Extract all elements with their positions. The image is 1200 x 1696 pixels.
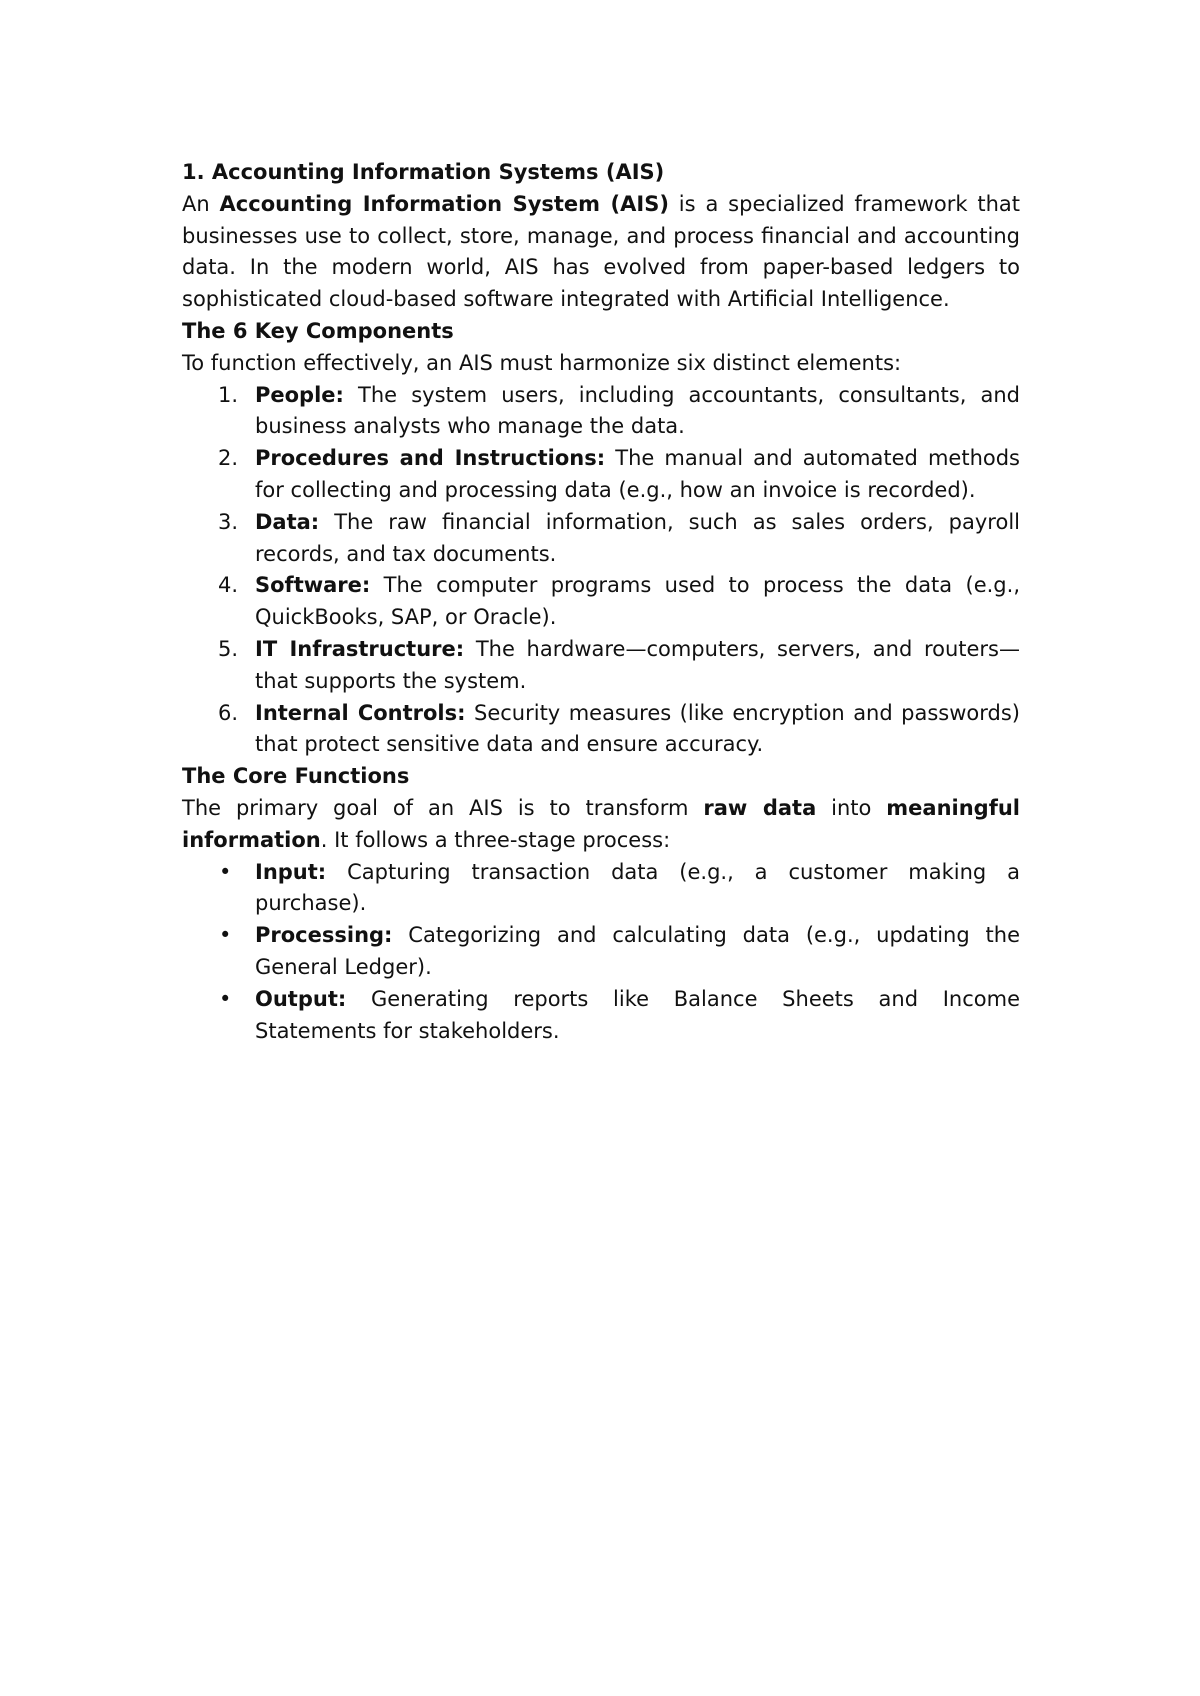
component-item-it-infrastructure — [182, 634, 1020, 698]
component-text: The raw financial information, such as sales orders, payroll records, and tax documents. — [255, 509, 1020, 566]
component-text: The manual and automated methods for collecting and processing data (e.g., how an invoice is recorded). — [255, 446, 1020, 502]
component-text: The system users, including accountants, consultants, and business analysts who manage the data. — [255, 382, 1020, 439]
functions-list — [182, 857, 1020, 1048]
component-text: Security measures (like encryption and passwords) that protect sensitive data and ensure accuracy. — [255, 700, 1020, 757]
list-number: 6. — [218, 700, 239, 725]
component-label: Internal Controls: — [255, 700, 466, 725]
bullet-icon: • — [219, 986, 232, 1011]
functions-bold-term: raw data — [703, 795, 817, 820]
component-item-internal-controls — [182, 698, 1020, 762]
component-text: The hardware—computers, servers, and routers—that supports the system. — [255, 636, 1021, 693]
component-label: Procedures and Instructions: — [255, 446, 606, 471]
function-text: Capturing transaction data (e.g., a customer making a purchase). — [255, 859, 1020, 916]
intro-lead: An — [182, 191, 220, 216]
document-title: 1. Accounting Information Systems (AIS) — [182, 160, 665, 184]
functions-heading: The Core Functions — [182, 764, 410, 789]
component-item-software — [182, 570, 1020, 634]
components-heading: The 6 Key Components — [182, 318, 454, 343]
component-label: IT Infrastructure: — [255, 636, 465, 661]
components-intro: To function effectively, an AIS must harmonize six distinct elements: — [182, 350, 902, 375]
function-label: Processing: — [255, 923, 393, 948]
component-item-people — [182, 380, 1020, 444]
component-item-procedures — [182, 443, 1020, 507]
list-number: 5. — [218, 636, 239, 661]
functions-text: into — [816, 795, 887, 820]
list-number: 3. — [218, 509, 239, 534]
component-text: The computer programs used to process the data (e.g., QuickBooks, SAP, or Oracle). — [255, 573, 1020, 630]
bullet-icon: • — [219, 859, 232, 884]
document-content — [182, 157, 1020, 1047]
component-label: Data: — [255, 509, 320, 534]
functions-paragraph — [182, 793, 1020, 857]
component-label: People: — [255, 382, 344, 407]
component-label: Software: — [255, 573, 371, 598]
functions-text: . It follows a three-stage process: — [320, 827, 671, 852]
functions-text: The primary goal of an AIS is to transform — [182, 795, 704, 820]
function-label: Input: — [255, 859, 327, 884]
list-number: 1. — [218, 382, 239, 407]
component-item-data — [182, 507, 1020, 571]
intro-paragraph — [182, 189, 1020, 316]
function-item-output — [182, 984, 1020, 1048]
list-number: 2. — [218, 446, 239, 471]
list-number: 4. — [218, 573, 239, 598]
components-list — [182, 380, 1020, 762]
intro-bold-term: Accounting Information System (AIS) — [219, 191, 669, 216]
function-text: Generating reports like Balance Sheets and Income Statements for stakeholders. — [255, 986, 1020, 1043]
bullet-icon: • — [219, 923, 232, 948]
function-text: Categorizing and calculating data (e.g., updating the General Ledger). — [255, 923, 1020, 979]
function-label: Output: — [255, 986, 347, 1011]
function-item-processing — [182, 920, 1020, 984]
functions-bold-term: meaningful information — [182, 795, 1020, 852]
intro-rest: is a specialized framework that businesses use to collect, store, manage, and process financial and accounting data. In the modern world, AIS has evolved from paper-based ledgers to sophisticated cloud-based software integrated with Artificial Intelligence. — [182, 191, 1021, 312]
function-item-input — [182, 857, 1020, 921]
